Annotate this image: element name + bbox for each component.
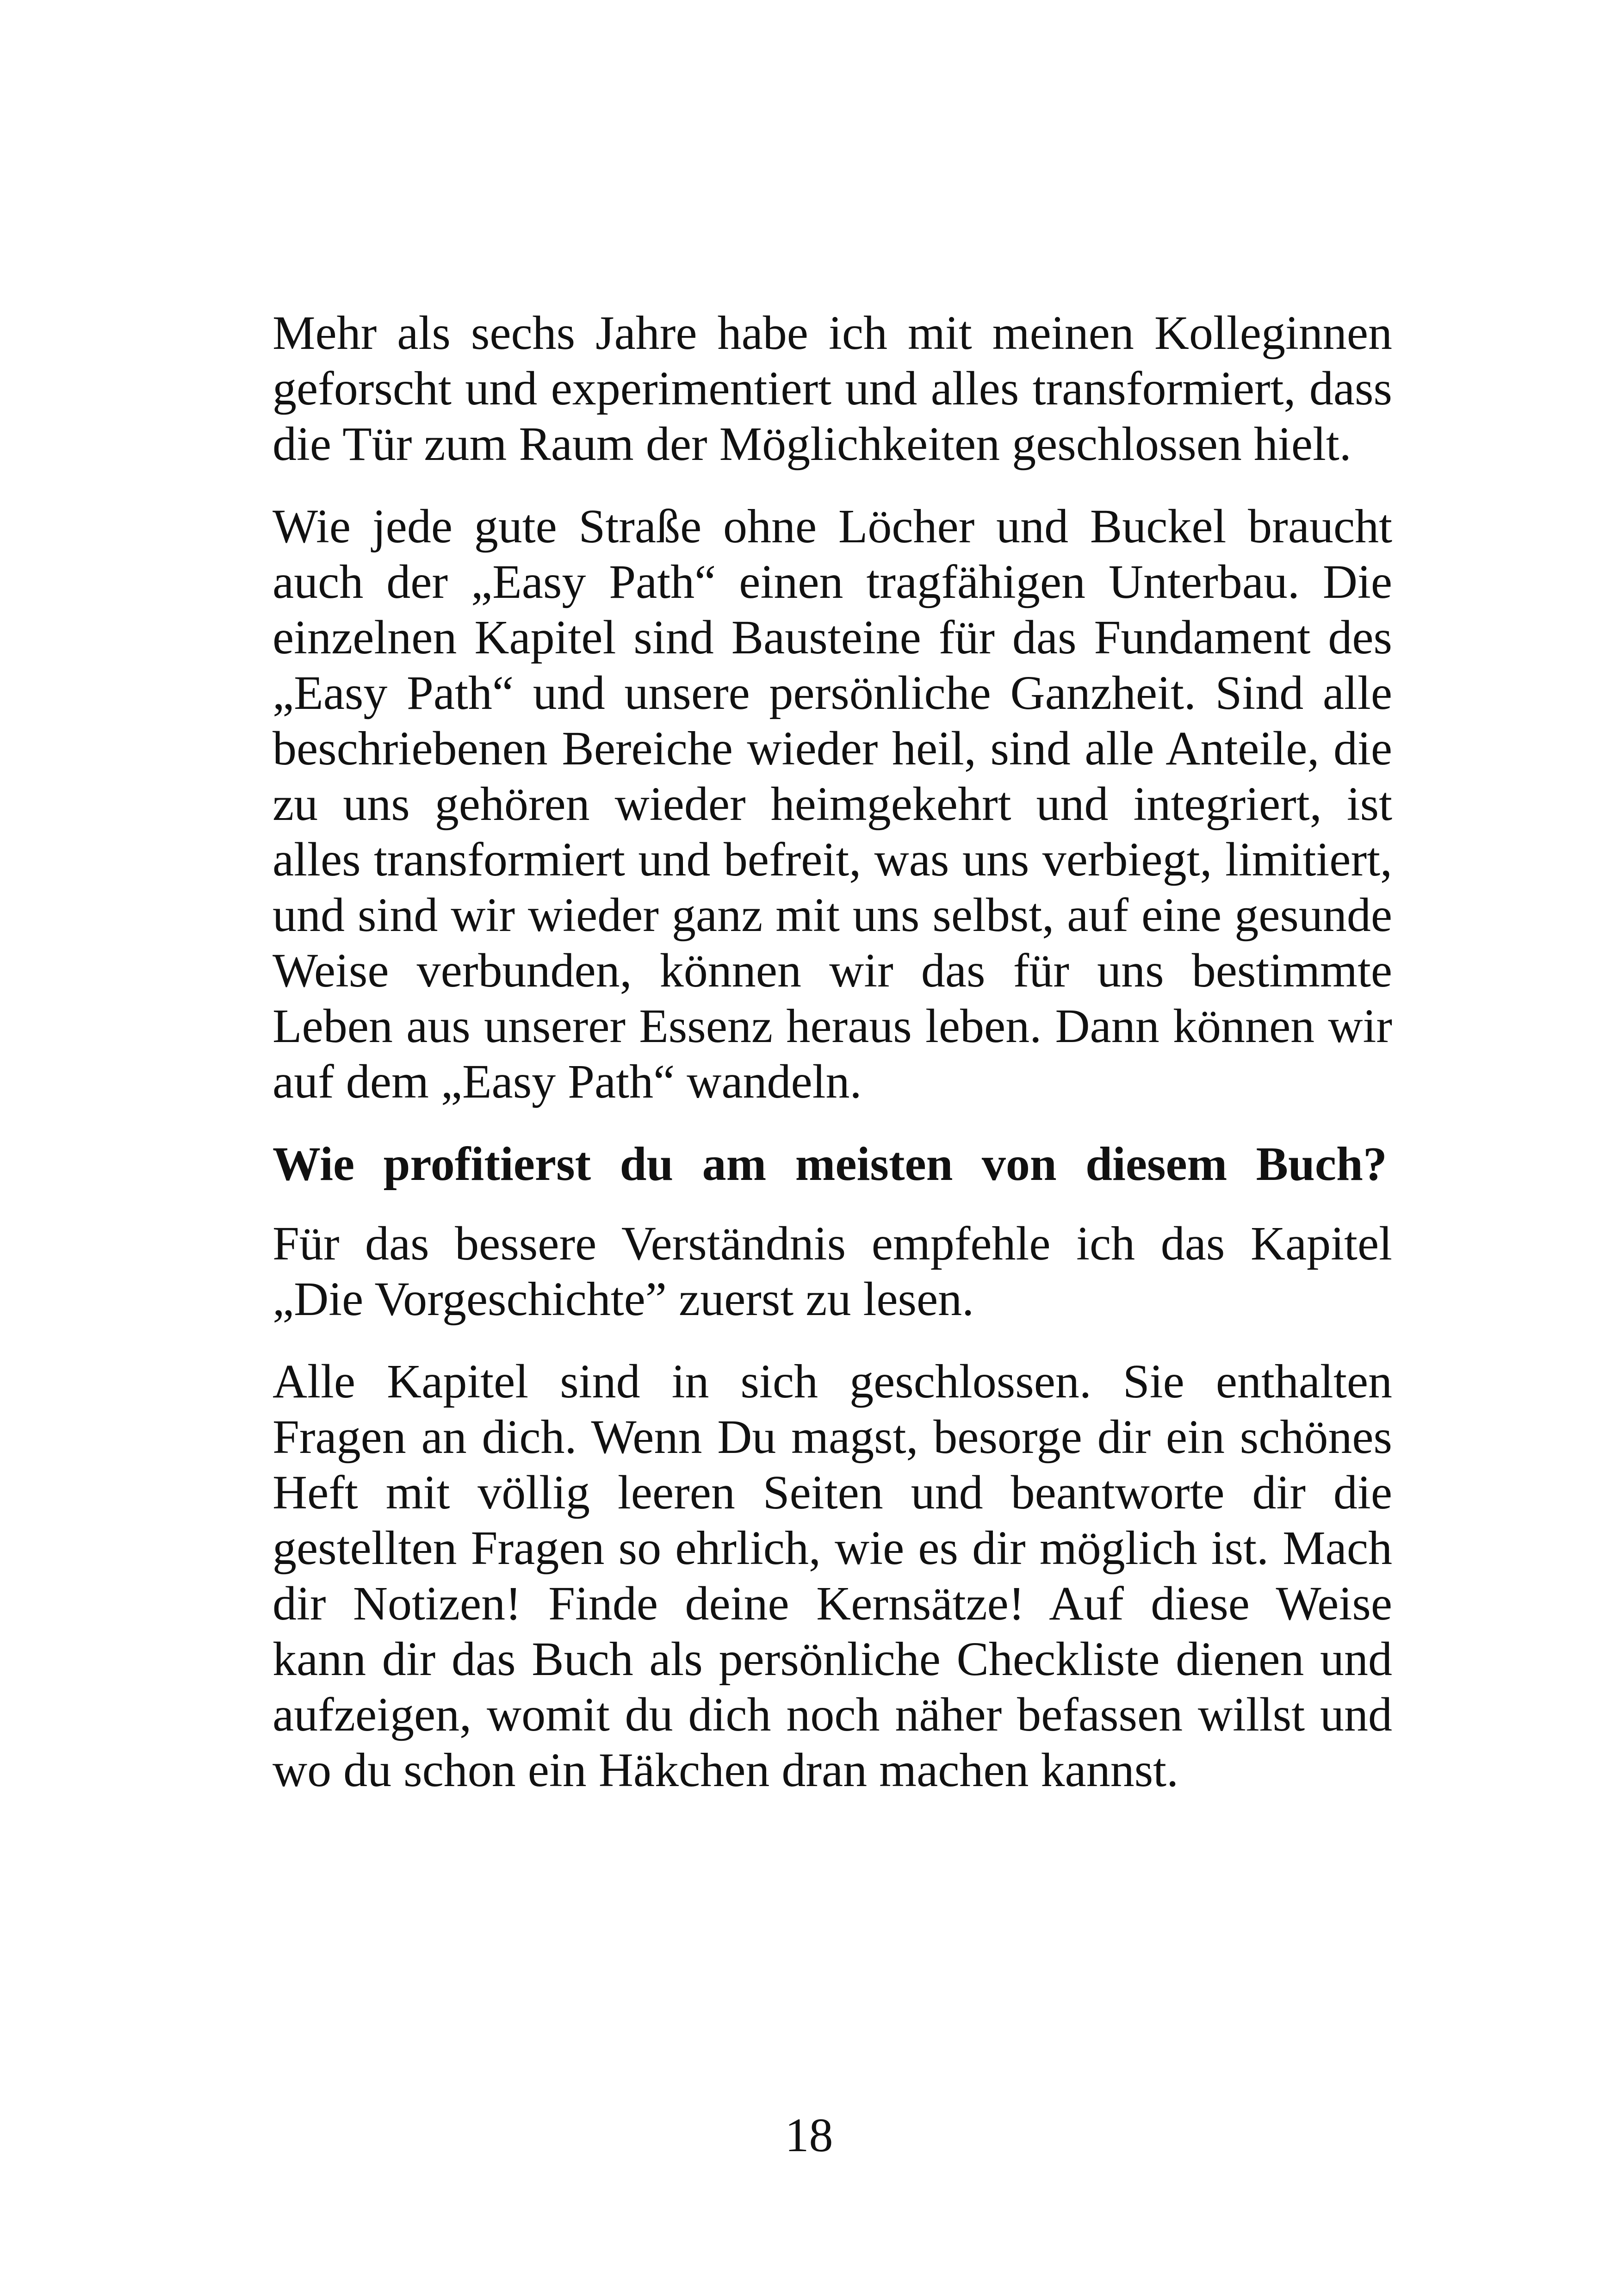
section-heading: Wie profitierst du am meisten von diesem Buch? — [273, 1137, 1387, 1191]
paragraph-easy-path: Wie jede gute Straße ohne Löcher und Buckel braucht auch der „Easy Path“ einen tragfähigen Unterbau. Die einzelnen Kapitel sind Bausteine für das Fundament des „Easy Path“ und unsere persönliche Ganzheit. Sind alle beschriebenen Bereiche wieder heil, sind alle Anteile, die zu uns gehören wieder heimgekehrt und integriert, ist alles transformiert und befreit, was uns verbiegt, limitiert, und sind wir wieder ganz mit uns selbst, auf eine gesunde Weise verbunden, können wir das für uns bestimmte Leben aus unserer Essenz heraus leben. Dann können wir auf dem „Easy Path“ wandeln. — [273, 500, 1392, 1108]
page-number: 18 — [785, 2109, 833, 2162]
paragraph-chapter-usage: Alle Kapitel sind in sich geschlossen. Sie enthalten Fragen an dich. Wenn Du magst, besorge dir ein schönes Heft mit völlig leeren Seiten und beantworte dir die gestellten Fragen so ehrlich, wie es dir möglich ist. Mach dir Notizen! Finde deine Kernsätze! Auf diese Weise kann dir das Buch als persönliche Checkliste dienen und aufzeigen, womit du dich noch näher befassen willst und wo du schon ein Häkchen dran machen kannst. — [273, 1355, 1392, 1797]
page-body — [273, 305, 1392, 1798]
paragraph-reading-advice: Für das bessere Verständnis empfehle ich das Kapitel „Die Vorgeschichte” zuerst zu lesen. — [273, 1217, 1392, 1326]
paragraph-research: Mehr als sechs Jahre habe ich mit meinen Kolleginnen geforscht und experimentiert und alles transformiert, dass die Tür zum Raum der Möglichkeiten geschlossen hielt. — [273, 306, 1392, 471]
